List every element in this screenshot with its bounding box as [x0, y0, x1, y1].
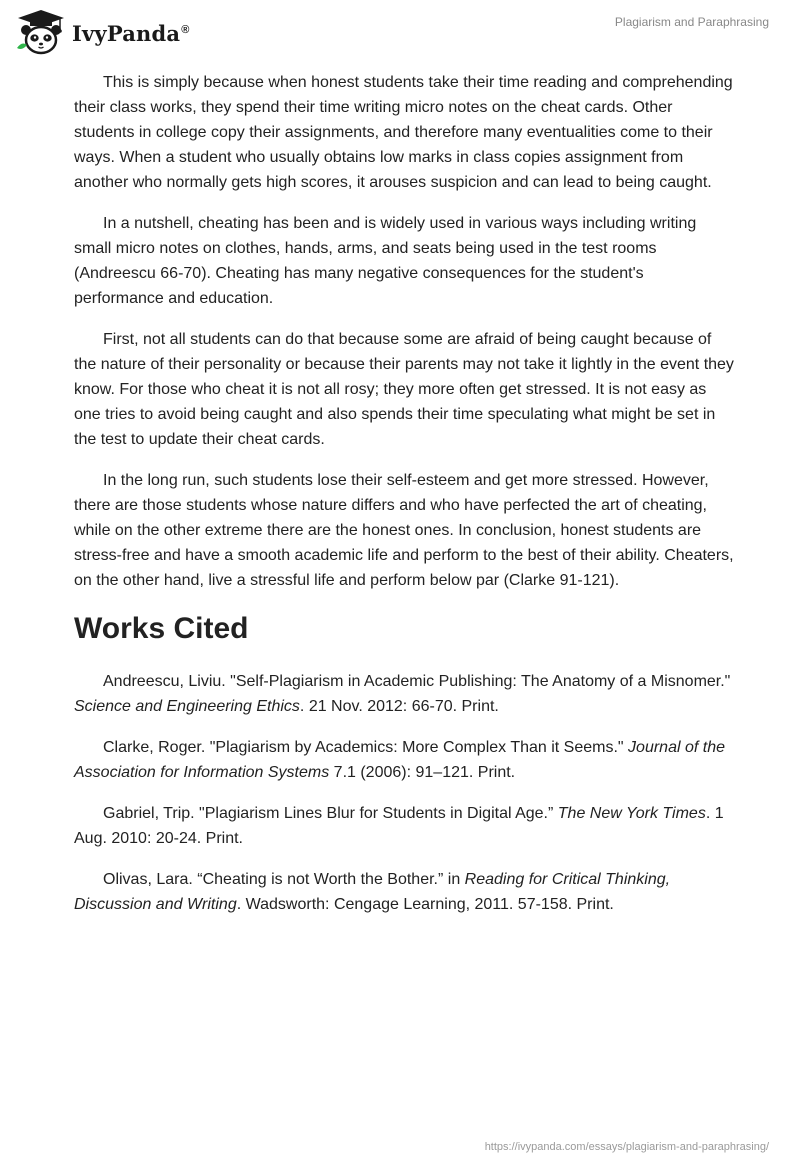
- page-header: [0, 0, 800, 60]
- body-paragraph: This is simply because when honest students take their time reading and comprehending their class works, they spend their time writing micro notes on the cheat cards. Other students in college copy their assignments, and therefore many eventualities come to their ways. When a student who usually obtains low marks in class copies assignment from another who normally gets high scores, it arouses suspicion and can lead to being caught.: [74, 74, 733, 191]
- citation-entry: Gabriel, Trip. "Plagiarism Lines Blur for Students in Digital Age.” The New York Times. 1 Aug. 2010: 20-24. Print.: [74, 805, 724, 847]
- body-paragraph: First, not all students can do that because some are afraid of being caught because of the nature of their personality or because their parents may not take it lightly in the event they know. For those who cheat it is not all rosy; they more often get stressed. It is not easy as one tries to avoid being caught and also spends their time speculating what might be set in the test to update their cheat cards.: [74, 331, 734, 448]
- panda-graduate-icon: [14, 8, 68, 56]
- citation-entry: Olivas, Lara. “Cheating is not Worth the Bother.” in Reading for Critical Thinking, Discussion and Writing. Wadsworth: Cengage Learning, 2011. 57-158. Print.: [74, 871, 671, 913]
- source-url[interactable]: https://ivypanda.com/essays/plagiarism-and-paraphrasing/: [484, 1141, 769, 1153]
- works-cited-heading: Works Cited: [74, 612, 249, 645]
- logo-wordmark: IvyPanda®: [72, 20, 190, 46]
- document-title: Plagiarism and Paraphrasing: [614, 15, 769, 29]
- essay-content: [74, 70, 734, 933]
- ivypanda-logo[interactable]: [14, 8, 190, 56]
- body-paragraph: In the long run, such students lose their self-esteem and get more stressed. However, there are those students whose nature differs and who have perfected the art of cheating, while on the other extreme there are the honest ones. In conclusion, honest students are stress-free and have a smooth academic life and perform to the best of their ability. Cheaters, on the other hand, live a stressful life and perform below par (Clarke 91-121).: [74, 472, 734, 589]
- body-paragraph: In a nutshell, cheating has been and is widely used in various ways including writing small micro notes on clothes, hands, arms, and seats being used in the test rooms (Andreescu 66-70). Cheating has many negative consequences for the student's performance and education.: [74, 215, 697, 307]
- citation-entry: Andreescu, Liviu. "Self-Plagiarism in Academic Publishing: The Anatomy of a Misnomer." Science and Engineering Ethics. 21 Nov. 2012: 66-70. Print.: [74, 673, 731, 715]
- citation-entry: Clarke, Roger. "Plagiarism by Academics: More Complex Than it Seems." Journal of the Association for Information Systems 7.1 (2006): 91–121. Print.: [74, 739, 725, 781]
